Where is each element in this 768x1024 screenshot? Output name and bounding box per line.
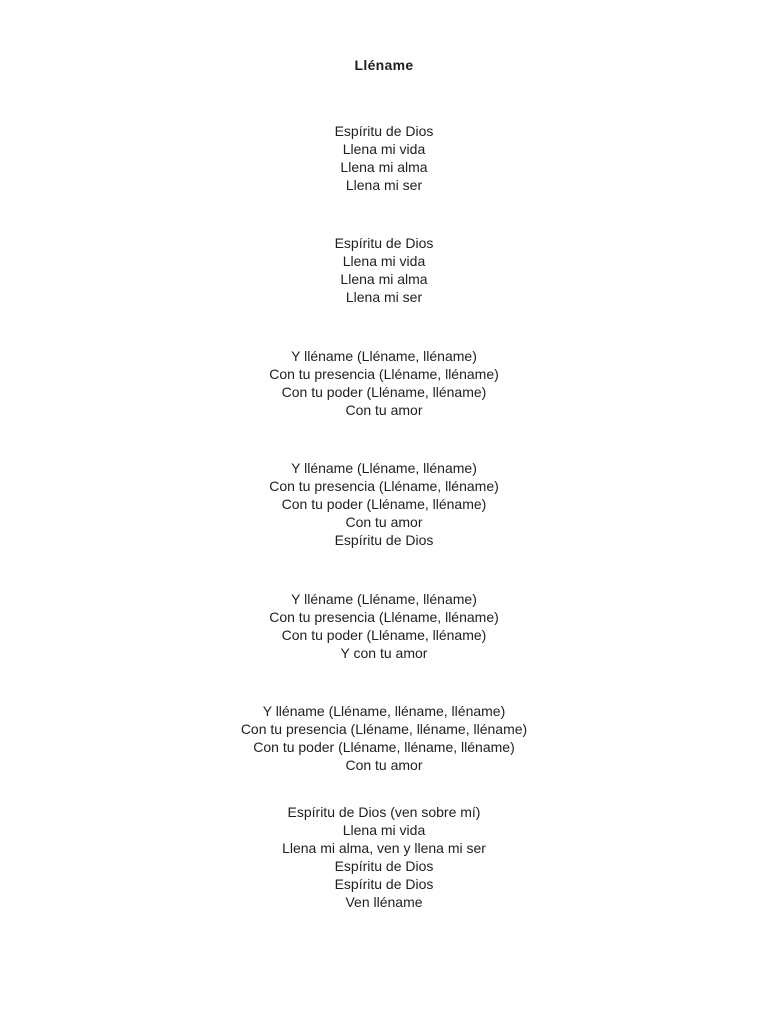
lyric-line: Espíritu de Dios (ven sobre mí): [287, 804, 481, 820]
lyric-line: Con tu amor: [345, 757, 423, 773]
stanza-5: [0, 590, 768, 662]
song-title: Lléname: [354, 57, 414, 73]
lyric-line: Con tu poder (Lléname, lléname, lléname): [253, 739, 515, 755]
lyric-line: Llena mi alma: [340, 271, 428, 287]
stanza-4: [0, 459, 768, 549]
lyric-line: Con tu amor: [345, 402, 423, 418]
lyric-line: Y con tu amor: [340, 645, 428, 661]
lyric-line: Espíritu de Dios: [334, 123, 434, 139]
stanza-1: [0, 122, 768, 194]
lyric-line: Llena mi ser: [345, 289, 423, 305]
lyric-line: Y lléname (Lléname, lléname, lléname): [262, 703, 506, 719]
stanza-2: [0, 234, 768, 306]
lyric-line: Espíritu de Dios: [334, 876, 434, 892]
lyric-line: Y lléname (Lléname, lléname): [291, 460, 477, 476]
lyric-line: Con tu presencia (Lléname, lléname, lléname): [240, 721, 528, 737]
lyric-line: Con tu presencia (Lléname, lléname): [269, 366, 499, 382]
lyric-line: Con tu presencia (Lléname, lléname): [269, 609, 499, 625]
stanza-3: [0, 347, 768, 419]
lyric-line: Con tu amor: [345, 514, 423, 530]
lyric-line: Llena mi vida: [342, 253, 426, 269]
lyric-line: Y lléname (Lléname, lléname): [291, 591, 477, 607]
lyric-line: Y lléname (Lléname, lléname): [291, 348, 477, 364]
stanza-7: [0, 803, 768, 911]
lyric-line: Con tu poder (Lléname, lléname): [281, 496, 487, 512]
lyric-line: Con tu poder (Lléname, lléname): [281, 627, 487, 643]
lyric-line: Llena mi ser: [345, 177, 423, 193]
lyric-line: Llena mi alma: [340, 159, 428, 175]
stanza-6: [0, 702, 768, 774]
lyric-line: Con tu presencia (Lléname, lléname): [269, 478, 499, 494]
lyric-line: Ven lléname: [345, 894, 423, 910]
lyric-line: Llena mi alma, ven y llena mi ser: [282, 840, 486, 856]
lyric-line: Espíritu de Dios: [334, 532, 434, 548]
lyric-line: Llena mi vida: [342, 141, 426, 157]
lyric-line: Con tu poder (Lléname, lléname): [281, 384, 487, 400]
lyric-line: Llena mi vida: [342, 822, 426, 838]
lyric-line: Espíritu de Dios: [334, 858, 434, 874]
lyric-line: Espíritu de Dios: [334, 235, 434, 251]
